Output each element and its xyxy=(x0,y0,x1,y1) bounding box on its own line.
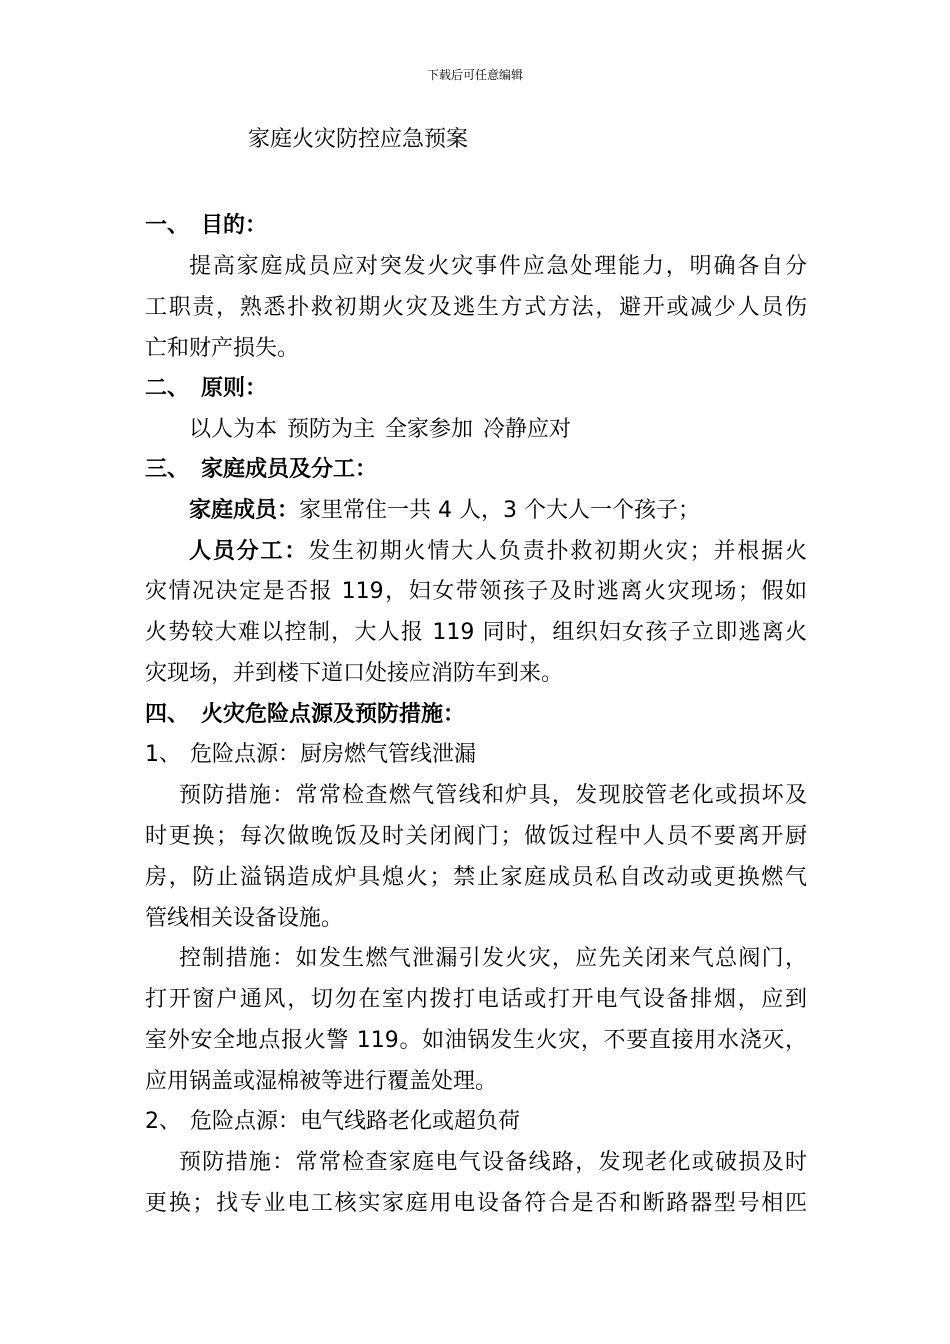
paragraph-line: 应用锅盖或湿棉被等进行覆盖处理。 xyxy=(145,1069,498,1094)
principles-line: 以人为本 预防为主 全家参加 冷静应对 xyxy=(189,417,572,442)
section-heading-4: 四、 火灾危险点源及预防措施： xyxy=(145,702,466,727)
paragraph-line: 火势较大难以控制，大人报 119 同时，组织妇女孩子立即逃离火 xyxy=(145,620,807,645)
paragraph-line: 灾现场，并到楼下道口处接应消防车到来。 xyxy=(145,661,564,686)
section-heading-2: 二、 原则： xyxy=(145,376,268,401)
section-heading-1: 一、 目的： xyxy=(145,213,268,238)
paragraph-line: 提高家庭成员应对突发火灾事件应急处理能力，明确各自分 xyxy=(189,254,807,279)
family-members-line: 家庭成员：家里常住一共 4 人，3 个大人一个孩子； xyxy=(189,498,700,523)
paragraph-line: 预防措施：常常检查家庭电气设备线路，发现老化或破损及时 xyxy=(179,1150,807,1175)
hazard-item-1: 1、 危险点源：厨房燃气管线泄漏 xyxy=(145,742,477,767)
paragraph-line: 更换；找专业电工核实家庭用电设备符合是否和断路器型号相匹 xyxy=(145,1191,807,1216)
section-heading-3: 三、 家庭成员及分工： xyxy=(145,457,378,482)
paragraph-line: 打开窗户通风，切勿在室内拨打电话或打开电气设备排烟，应到 xyxy=(145,987,807,1012)
paragraph-line: 预防措施：常常检查燃气管线和炉具，发现胶管老化或损坏及 xyxy=(179,783,807,808)
paragraph-line: 工职责，熟悉扑救初期火灾及逃生方式方法，避开或减少人员伤 xyxy=(145,295,807,320)
paragraph-line: 室外安全地点报火警 119。如油锅发生火灾，不要直接用水浇灭， xyxy=(145,1028,807,1053)
document-title: 家庭火灾防控应急预案 xyxy=(248,127,469,152)
paragraph-line: 管线相关设备设施。 xyxy=(145,906,344,931)
header-note: 下载后可任意编辑 xyxy=(426,68,523,82)
duties-line: 人员分工：发生初期火情大人负责扑救初期火灾；并根据火 xyxy=(189,539,807,564)
paragraph-line: 时更换；每次做晚饭及时关闭阀门；做饭过程中人员不要离开厨 xyxy=(145,824,807,849)
paragraph-line: 房，防止溢锅造成炉具熄火；禁止家庭成员私自改动或更换燃气 xyxy=(145,865,807,890)
paragraph-line: 控制措施：如发生燃气泄漏引发火灾，应先关闭来气总阀门， xyxy=(179,946,807,971)
hazard-item-2: 2、 危险点源：电气线路老化或超负荷 xyxy=(145,1109,521,1134)
paragraph-line: 亡和财产损失。 xyxy=(145,336,300,361)
paragraph-line: 灾情况决定是否报 119，妇女带领孩子及时逃离火灾现场；假如 xyxy=(145,579,807,604)
